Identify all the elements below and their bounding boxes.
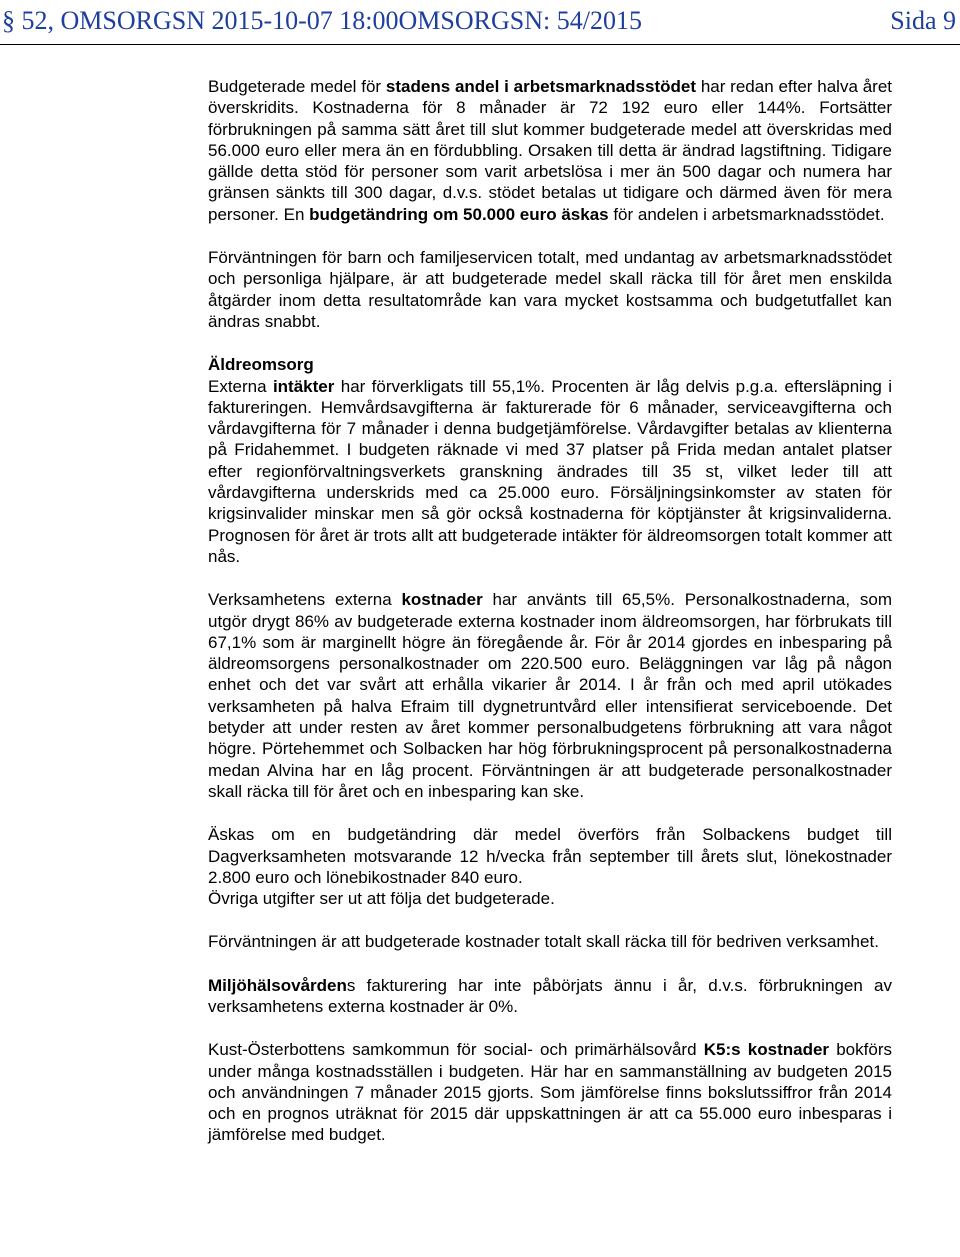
page-header (0, 0, 960, 45)
document-body (208, 76, 892, 1168)
paragraph-forvantning: Förväntningen är att budgeterade kostnader totalt skall räcka till för bedriven verksamhet. (208, 932, 879, 952)
header-meeting-info: 52, OMSORGSN 2015-10-07 18:00OMSORGSN: 54/2015 (21, 6, 642, 35)
paragraph-arbetsmarknadsstod: Budgeterade medel för stadens andel i arbetsmarknadsstödet har redan efter halva året överskridits. Kostnaderna för 8 månader är 72 192 euro eller 144%. Fortsätter förbrukningen på samma sätt året till slut kommer budgeterade medel att överskridas med 56.000 euro eller mera än en fördubbling. Orsaken till detta är ändrad lagstiftning. Tidigare gällde detta stöd för personer som varit arbetslösa i mer än 500 dagar och numera har gränsen sänkts till 300 dagar, d.v.s. stödet betalas ut tidigare och därmed även för mera personer. En budgetändring om 50.000 euro äskas för andelen i arbetsmarknadsstödet. (208, 77, 893, 224)
paragraph-barn-familjeservice: Förväntningen för barn och familjeservicen totalt, med undantag av arbetsmarknadsstödet och personliga hjälpare, är att budgeterade medel skall räcka till för året men enskilda åtgärder inom detta resultatområde kan vara mycket kostsamma och budgetutfallet kan ändras snabbt. (208, 248, 892, 331)
page-number: Sida 9 (890, 6, 956, 35)
paragraph-k5-kostnader: Kust-Österbottens samkommun för social- och primärhälsovård K5:s kostnader bokförs under många kostnadsställen i budgeten. Här har en sammanställning av budgeten 2015 och användningen 7 månader 2015 gjorts. Som jämförelse finns bokslutssiffror från 2014 och en prognos uträknat för 2015 där uppskattningen är att ca 55.000 euro inbesparas i jämförelse med budget. (208, 1040, 892, 1145)
section-heading-aldreomsorg: Äldreomsorg (208, 355, 314, 375)
paragraph-kostnader: Verksamhetens externa kostnader har använts till 65,5%. Personalkostnaderna, som utgör drygt 86% av budgeterade externa kostnader inom äldreomsorgen, har förbrukats till 67,1% som är marginellt högre än föregående år. För år 2014 gjordes en inbesparing på äldreomsorgens personalkostnader om 220.500 euro. Beläggningen var låg på någon enhet och det var svårt att erhålla vikarier år 2014. I år från och med april utökades verksamheten på halva Efraim till dygnetruntvård eller intensifierat serviceboende. Det betyder att under resten av året kommer personalbudgetens förbrukning att vara något högre. Pörtehemmet och Solbacken har hög förbrukningsprocent på personalkostnaderna medan Alvina har en låg procent. Förväntningen är att budgeterade personalkostnader skall räcka till för året och en inbesparing kan ske. (208, 590, 892, 801)
paragraph-intakter: Externa intäkter har förverkligats till 55,1%. Procenten är låg delvis p.g.a. eftersläpning i faktureringen. Hemvårdsavgifterna är fakturerade för 6 månader, serviceavgifterna och vårdavgifterna för 7 månader i denna budgetjämförelse. Vårdavgifter betalas av klienterna på Fridahemmet. I budgeten räknade vi med 37 platser på Frida medan antalet platser efter regionförvaltningsverkets granskning ändrades till 35 st, vilket leder till att vårdavgifterna underskrids med ca 25.000 euro. Försäljningsinkomster av staten för krigsinvalider minskar men så gör också kostnaderna för köptjänster åt krigsinvaliderna. Prognosen för året är trots allt att budgeterade intäkter för äldreomsorgen totalt kommer att nås. (208, 376, 892, 566)
paragraph-budgetandring: Äskas om en budgetändring där medel överförs från Solbackens budget till Dagverksamheten motsvarande 12 h/vecka från september till årets slut, lönekostnader 2.800 euro och lönebikostnader 840 euro. (208, 825, 892, 887)
section-symbol: § (2, 6, 15, 35)
header-reference (2, 6, 642, 36)
paragraph-ovriga-utgifter: Övriga utgifter ser ut att följa det budgeterade. (208, 889, 555, 909)
paragraph-miljohalsovard: Miljöhälsovårdens fakturering har inte påbörjats ännu i år, d.v.s. förbrukningen av verksamhetens externa kostnader är 0%. (208, 975, 892, 1016)
